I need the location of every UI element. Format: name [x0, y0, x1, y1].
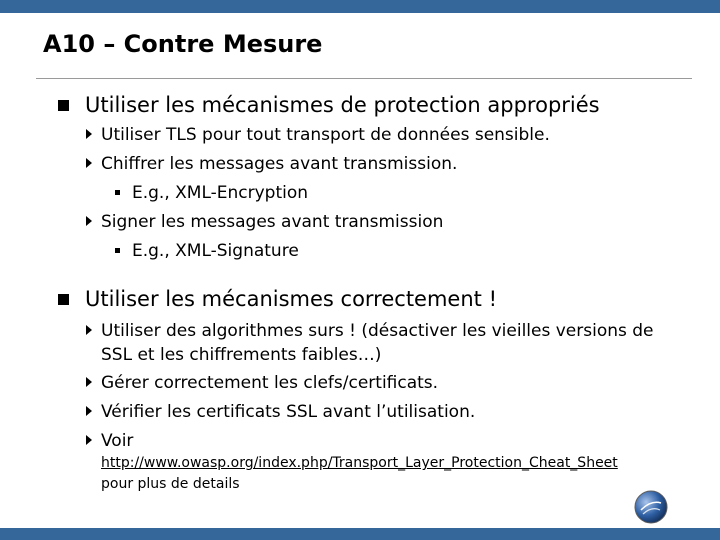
owasp-globe-icon [634, 490, 668, 524]
bullet-text: Utiliser les mécanismes correctement ! [85, 287, 497, 311]
slide-title: A10 – Contre Mesure [43, 30, 323, 58]
bottom-accent-bar [0, 528, 720, 540]
triangle-bullet-icon [86, 377, 92, 387]
bullet-level2 [86, 373, 438, 393]
bullet-text: Vérifier les certificats SSL avant l’utilisation. [101, 402, 476, 422]
bullet-level3 [115, 183, 308, 203]
top-accent-bar [0, 0, 720, 13]
triangle-bullet-icon [86, 406, 92, 416]
bullet-level2 [86, 125, 550, 145]
bullet-level2 [86, 402, 475, 422]
bullet-text: E.g., XML-Encryption [132, 183, 309, 203]
square-bullet-icon [58, 294, 69, 305]
bullet-level2 [86, 212, 443, 232]
title-divider [36, 78, 692, 79]
triangle-bullet-icon [86, 435, 92, 445]
bullet-level1 [58, 93, 600, 117]
bullet-text: Gérer correctement les clefs/certificats. [101, 373, 439, 393]
bullet-text: Signer les messages avant transmission [101, 212, 444, 232]
small-square-bullet-icon [115, 248, 120, 253]
bullet-level3 [115, 241, 299, 261]
square-bullet-icon [58, 100, 69, 111]
bullet-level2 [86, 154, 457, 174]
triangle-bullet-icon [86, 325, 92, 335]
bullet-text: E.g., XML-Signature [132, 241, 299, 261]
bullet-level2 [86, 431, 133, 451]
small-square-bullet-icon [115, 190, 120, 195]
bullet-text: Voir [101, 431, 134, 451]
bullet-text: Chiffrer les messages avant transmission. [101, 154, 458, 174]
triangle-bullet-icon [86, 129, 92, 139]
link-suffix-text: pour plus de details [101, 476, 240, 492]
bullet-level1 [58, 287, 497, 311]
triangle-bullet-icon [86, 216, 92, 226]
bullet-text: Utiliser des algorithmes surs ! (désactiver les vieilles versions de [101, 321, 654, 341]
owasp-cheat-sheet-link[interactable]: http://www.owasp.org/index.php/Transport_Layer_Protection_Cheat_Sheet [101, 455, 618, 471]
bullet-text: Utiliser les mécanismes de protection appropriés [85, 93, 600, 117]
bullet-continuation: SSL et les chiffrements faibles…) [101, 345, 382, 365]
bullet-text: Utiliser TLS pour tout transport de données sensible. [101, 125, 550, 145]
bullet-level2 [86, 321, 654, 341]
triangle-bullet-icon [86, 158, 92, 168]
